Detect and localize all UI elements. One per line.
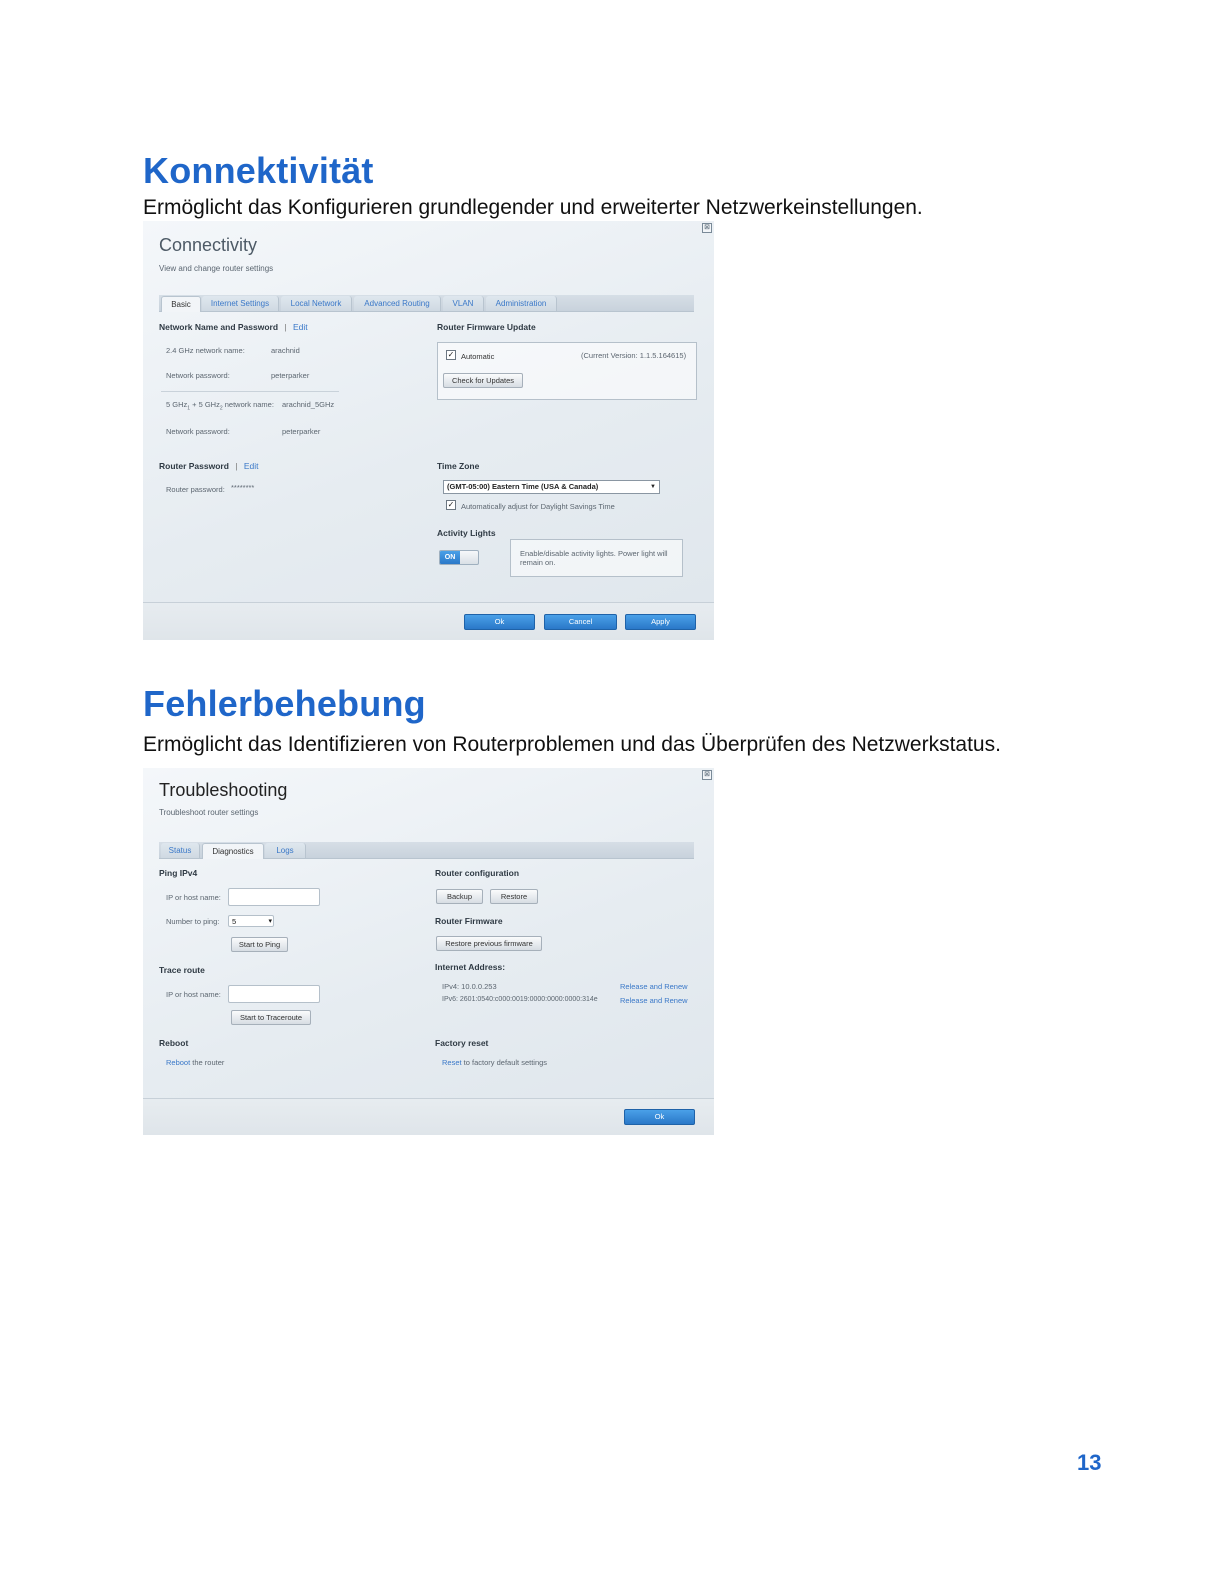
tab-basic[interactable]: Basic [161, 296, 201, 312]
tab-logs[interactable]: Logs [265, 843, 306, 858]
section-heading-troubleshooting: Fehlerbehebung [143, 683, 426, 724]
panel-subtitle: View and change router settings [159, 264, 274, 273]
tab-status[interactable]: Status [161, 843, 200, 858]
ping-host-label: IP or host name: [166, 893, 221, 902]
ok-button[interactable]: Ok [464, 614, 535, 630]
current-version: (Current Version: 1.1.5.164615) [581, 351, 687, 360]
tab-vlan[interactable]: VLAN [443, 296, 484, 311]
tab-bar [159, 295, 694, 312]
tab-internet-settings[interactable]: Internet Settings [202, 296, 279, 311]
troubleshooting-screenshot [143, 768, 714, 1135]
network-separator: | [284, 322, 287, 332]
tab-diagnostics[interactable]: Diagnostics [202, 843, 264, 859]
ping-count-label: Number to ping: [166, 917, 220, 926]
release-renew-ipv4-link[interactable]: Release and Renew [620, 982, 688, 991]
ssid-5-label-c: network name: [222, 400, 274, 409]
reset-link[interactable]: Reset [442, 1058, 462, 1067]
password-value: peterparker [271, 371, 310, 380]
toggle-on-label: ON [440, 551, 460, 564]
ipv6-address: IPv6: 2601:0540:c000:0019:0000:0000:0000:314e [442, 996, 598, 1003]
router-config-heading: Router configuration [435, 868, 520, 878]
network-heading-text: Network Name and Password [159, 322, 279, 332]
router-firmware-heading: Router Firmware [435, 916, 503, 926]
router-password-separator: | [235, 461, 238, 471]
connectivity-screenshot [143, 221, 714, 640]
backup-button[interactable]: Backup [436, 889, 483, 904]
divider [161, 391, 339, 392]
panel-subtitle: Troubleshoot router settings [159, 808, 259, 817]
router-password-edit-link[interactable]: Edit [243, 461, 259, 471]
ping-heading: Ping IPv4 [159, 868, 198, 878]
ssid-5-sub-b: 2 [219, 405, 223, 412]
release-renew-ipv6-link[interactable]: Release and Renew [620, 996, 688, 1005]
internet-address-heading: Internet Address: [435, 962, 506, 972]
reboot-line [166, 1058, 224, 1067]
check-updates-button[interactable]: Check for Updates [443, 373, 523, 388]
password5-value: peterparker [282, 427, 321, 436]
ssid-24-label: 2.4 GHz network name: [166, 346, 245, 355]
password5-label: Network password: [166, 427, 230, 436]
apply-button[interactable]: Apply [625, 614, 696, 630]
panel-title: Connectivity [159, 235, 258, 255]
dst-label: Automatically adjust for Daylight Savings Time [461, 502, 615, 511]
network-edit-link[interactable]: Edit [293, 322, 308, 332]
panel-footer [143, 1098, 714, 1135]
ssid-5-label [166, 400, 274, 412]
automatic-label: Automatic [461, 352, 495, 361]
router-password-value: ******** [231, 483, 255, 492]
activity-lights-toggle[interactable] [439, 550, 479, 565]
section-heading-connectivity: Konnektivität [143, 150, 374, 191]
tab-administration[interactable]: Administration [486, 296, 557, 311]
activity-lights-heading: Activity Lights [437, 528, 496, 538]
ssid-5-value: arachnid_5GHz [282, 400, 335, 409]
cancel-button[interactable]: Cancel [544, 614, 617, 630]
panel-title: Troubleshooting [159, 780, 288, 800]
reboot-link[interactable]: Reboot [166, 1058, 191, 1067]
section-description-connectivity: Ermöglicht das Konfigurieren grundlegender und erweiterter Netzwerkeinstellungen. [143, 196, 923, 219]
trace-host-input[interactable] [228, 985, 320, 1003]
ok-button[interactable]: Ok [624, 1109, 695, 1125]
reboot-text: the router [190, 1058, 225, 1067]
chevron-down-icon: ▼ [650, 484, 656, 490]
password-label: Network password: [166, 371, 230, 380]
close-icon[interactable]: ⊠ [702, 770, 712, 780]
start-ping-button[interactable]: Start to Ping [231, 937, 288, 952]
network-heading [159, 322, 308, 332]
reset-text: to factory default settings [461, 1058, 548, 1067]
spinner-icon[interactable]: ▾ [268, 918, 272, 925]
close-icon[interactable]: ⊠ [702, 223, 712, 233]
router-password-label: Router password: [166, 485, 225, 494]
ping-host-input[interactable] [228, 888, 320, 906]
ssid-5-sub-a: 1 [187, 405, 191, 412]
tab-bar [159, 842, 694, 859]
ipv4-address: IPv4: 10.0.0.253 [442, 982, 497, 991]
restore-button[interactable]: Restore [490, 889, 538, 904]
ping-count-input[interactable] [228, 915, 274, 927]
activity-info-text: Enable/disable activity lights. Power light will remain on. [520, 549, 668, 567]
firmware-heading: Router Firmware Update [437, 322, 536, 332]
start-traceroute-button[interactable]: Start to Traceroute [231, 1010, 311, 1025]
ssid-5-label-a: 5 GHz [166, 400, 188, 409]
router-password-heading [159, 461, 259, 471]
ping-count-value: 5 [232, 917, 237, 926]
factory-reset-heading: Factory reset [435, 1038, 489, 1048]
ssid-24-value: arachnid [271, 346, 300, 355]
trace-host-label: IP or host name: [166, 990, 221, 999]
ssid-5-label-b: + 5 GHz [190, 400, 220, 409]
automatic-checkbox[interactable]: ✓ [447, 350, 455, 359]
timezone-heading: Time Zone [437, 461, 480, 471]
trace-heading: Trace route [159, 965, 205, 975]
dst-checkbox[interactable]: ✓ [447, 500, 455, 509]
page-number: 13 [1077, 1450, 1102, 1475]
timezone-select[interactable] [443, 480, 660, 494]
panel-footer [143, 602, 714, 640]
tab-local-network[interactable]: Local Network [281, 296, 352, 311]
tab-advanced-routing[interactable]: Advanced Routing [354, 296, 441, 311]
restore-firmware-button[interactable]: Restore previous firmware [436, 936, 542, 951]
factory-reset-line [442, 1058, 547, 1067]
router-password-heading-text: Router Password [159, 461, 229, 471]
reboot-heading: Reboot [159, 1038, 189, 1048]
timezone-selected: (GMT-05:00) Eastern Time (USA & Canada) [447, 482, 599, 491]
section-description-troubleshooting: Ermöglicht das Identifizieren von Routerproblemen und das Überprüfen des Netzwerkstatus. [143, 733, 1001, 756]
